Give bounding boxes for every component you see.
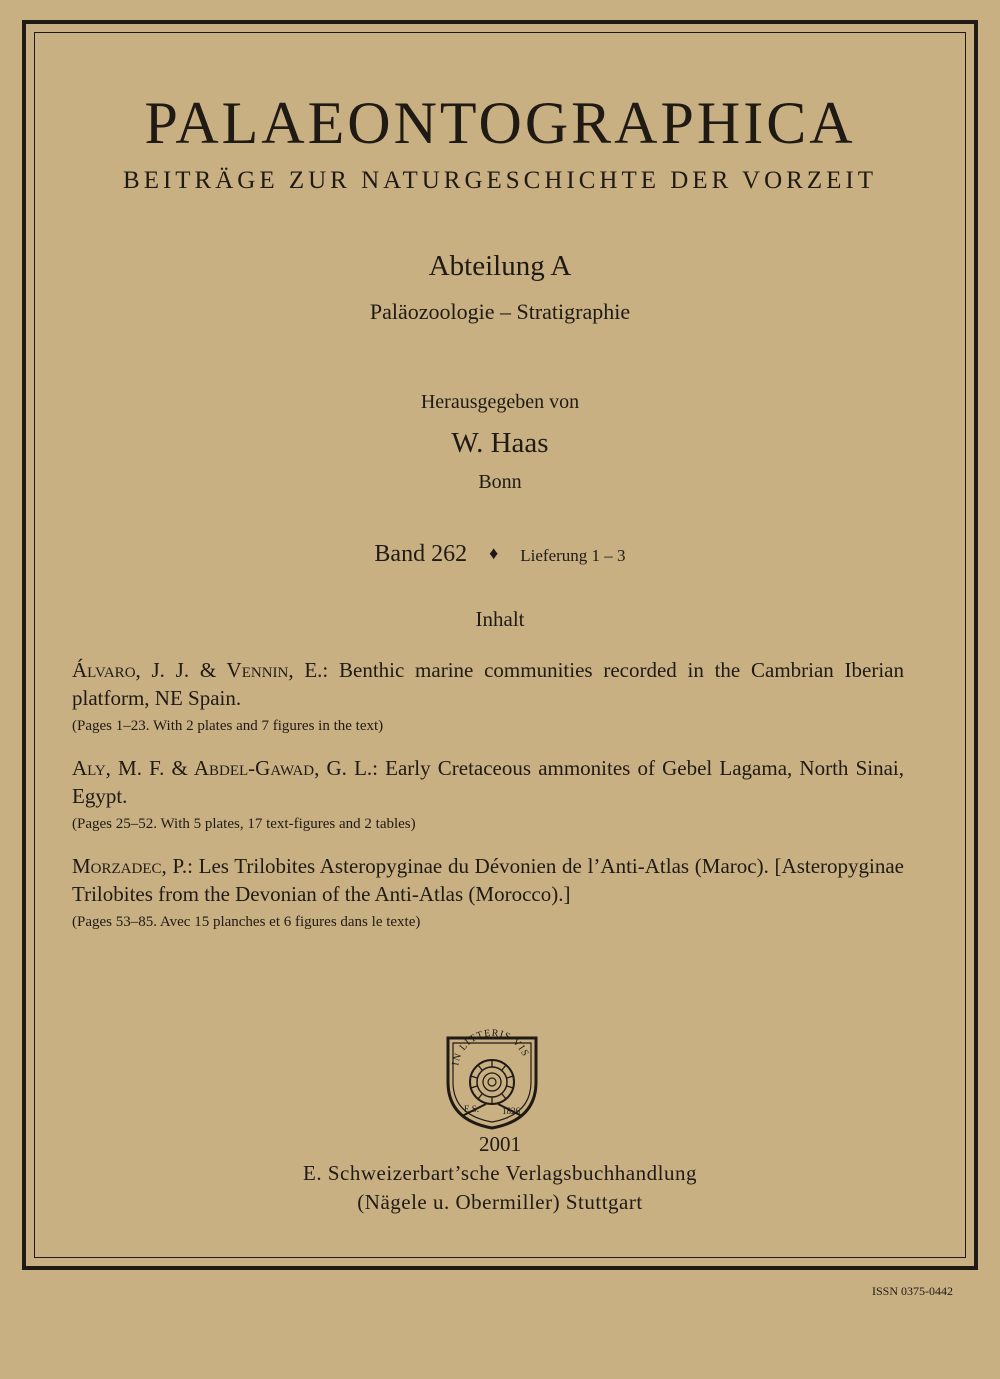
publication-year: 2001	[479, 1132, 521, 1156]
contents-entry	[72, 852, 904, 933]
contents-entry	[72, 656, 904, 737]
journal-subtitle: BEITRÄGE ZUR NATURGESCHICHTE DER VORZEIT	[123, 167, 877, 194]
editor-city: Bonn	[478, 471, 522, 493]
entry-note: (Pages 1–23. With 2 plates and 7 figures in the text)	[72, 718, 384, 734]
volume-line	[0, 538, 1000, 573]
entry-citation	[72, 656, 904, 712]
publisher-name: E. Schweizerbart’sche Verlagsbuchhandlung	[303, 1161, 697, 1185]
journal-title: PALAEONTOGRAPHICA	[144, 90, 856, 156]
diamond-separator-icon: ♦	[489, 543, 499, 563]
section-name: Abteilung A	[428, 250, 572, 282]
seal-initials: E.S.	[464, 1104, 480, 1114]
entry-authors: Aly, M. F. & Abdel-Gawad, G. L.	[72, 756, 373, 780]
entry-note: (Pages 25–52. With 5 plates, 17 text-figures and 2 tables)	[72, 816, 416, 832]
editor-intro: Herausgegeben von	[420, 391, 580, 413]
publisher-location: (Nägele u. Obermiller) Stuttgart	[357, 1190, 643, 1214]
seal-motto: IN LITTERIS VIS	[450, 1027, 531, 1067]
entry-title: : Early Cretaceous ammonites of Gebel Lagama, North Sinai, Egypt.	[72, 756, 904, 808]
editor-name: W. Haas	[451, 427, 549, 459]
publisher-seal-icon	[436, 1020, 548, 1132]
issn: ISSN 0375-0442	[871, 1284, 953, 1298]
section-subject: Paläozoologie – Stratigraphie	[369, 299, 631, 324]
ammonite-icon	[470, 1060, 514, 1104]
entry-authors: Álvaro, J. J. & Vennin, E.	[72, 658, 323, 682]
contents-heading: Inhalt	[475, 607, 525, 631]
entry-note: (Pages 53–85. Avec 15 planches et 6 figures dans le texte)	[72, 914, 421, 930]
entry-title: : Benthic marine communities recorded in the Cambrian Iberian platform, NE Spain.	[72, 658, 904, 710]
issue-range: Lieferung 1 – 3	[520, 546, 626, 565]
entry-citation	[72, 754, 904, 810]
entry-citation	[72, 852, 904, 908]
entry-title: : Les Trilobites Asteropyginae du Dévonien de l’Anti-Atlas (Maroc). [Asteropyginae Trilobites from the Devonian of the Anti-Atlas (Morocco).]	[72, 854, 904, 906]
contents-entry	[72, 754, 904, 835]
volume-number: Band 262	[374, 541, 468, 567]
entry-authors: Morzadec, P.	[72, 854, 188, 878]
seal-year: 1826	[502, 1106, 520, 1116]
